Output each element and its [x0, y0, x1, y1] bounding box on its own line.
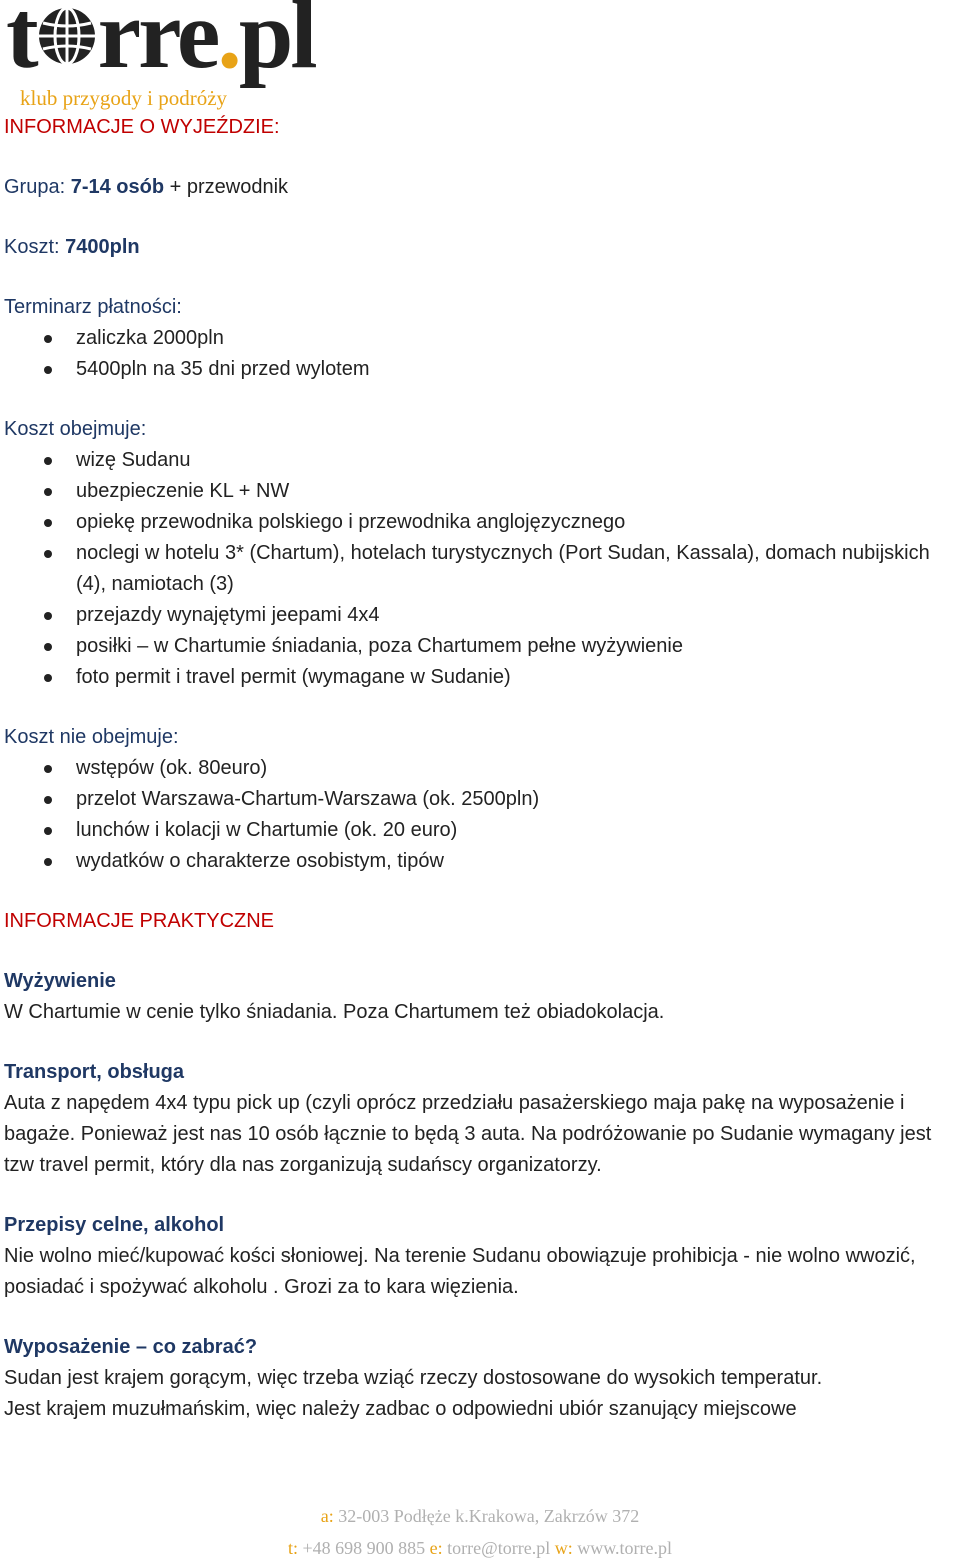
group-size: 7-14 osób: [70, 176, 165, 198]
list-item: opiekę przewodnika polskiego i przewodnika anglojęzycznego: [76, 507, 956, 538]
logo-tagline: klub przygody i podróży: [20, 86, 228, 110]
list-item: wizę Sudanu: [76, 445, 956, 476]
list-item: foto permit i travel permit (wymagane w Sudanie): [76, 662, 956, 693]
list-item: noclegi w hotelu 3* (Chartum), hotelach turystycznych (Port Sudan, Kassala), domach nubijskich (4), namiotach (3): [76, 538, 956, 600]
list-item: lunchów i kolacji w Chartumie (ok. 20 euro): [76, 815, 956, 846]
logo: [6, 0, 346, 112]
list-item: ubezpieczenie KL + NW: [76, 476, 956, 507]
list-item: posiłki – w Chartumie śniadania, poza Chartumem pełne wyżywienie: [76, 631, 956, 662]
equipment-line: Jest krajem muzułmańskim, więc należy zadbac o odpowiedni ubiór szanujący miejscowe: [4, 1398, 797, 1420]
list-item: 5400pln na 35 dni przed wylotem: [76, 354, 956, 385]
group-line: Grupa: 7-14 osób + przewodnik: [4, 176, 289, 198]
transport-title: Transport, obsługa: [4, 1061, 185, 1083]
logo-tld: pl: [238, 0, 315, 89]
excludes-title: Koszt nie obejmuje:: [4, 726, 179, 748]
food-title: Wyżywienie: [4, 970, 116, 992]
equipment-title: Wyposażenie – co zabrać?: [4, 1336, 258, 1358]
list-item: wstępów (ok. 80euro): [76, 753, 956, 784]
footer-contacts: t: +48 698 900 885 e: torre@torre.pl w: www.torre.pl: [287, 1538, 673, 1558]
list-item: przelot Warszawa-Chartum-Warszawa (ok. 2500pln): [76, 784, 956, 815]
customs-title: Przepisy celne, alkohol: [4, 1214, 225, 1236]
transport-text: Auta z napędem 4x4 typu pick up (czyli oprócz przedziału pasażerskiego maja pakę na wyposażenie i bagaże. Ponieważ jest nas 10 osób łącznie to będą 3 auta. Na podróżowanie po Sudanie wymagany jest tzw travel permit, który dla nas zorganizują sudańscy organizatorzy.: [4, 1092, 932, 1176]
practical-title: INFORMACJE PRAKTYCZNE: [4, 910, 275, 932]
logo-letter-t: t: [6, 0, 36, 89]
list-item: wydatków o charakterze osobistym, tipów: [76, 846, 956, 877]
globe-icon: [36, 5, 98, 67]
document-body: [4, 112, 956, 1425]
customs-text: Nie wolno mieć/kupować kości słoniowej. Na terenie Sudanu obowiązuje prohibicja - nie wolno wwozić, posiadać i spożywać alkoholu . Grozi za to kara więzienia.: [4, 1245, 916, 1298]
logo-letters-rre: rre: [97, 0, 218, 89]
footer: [0, 1500, 960, 1564]
food-text: W Chartumie w cenie tylko śniadania. Poza Chartumem też obiadokolacja.: [4, 1001, 665, 1023]
excludes-list: [4, 753, 956, 877]
payment-title: Terminarz płatności:: [4, 296, 182, 318]
cost-line: Koszt: 7400pln: [4, 236, 140, 258]
footer-email: torre@torre.pl: [442, 1538, 555, 1558]
payment-list: [4, 323, 956, 385]
footer-address: a: 32-003 Podłęże k.Krakowa, Zakrzów 372: [320, 1506, 640, 1526]
logo-dot: .: [217, 0, 239, 89]
includes-title: Koszt obejmuje:: [4, 418, 147, 440]
logo-wordmark: [6, 0, 315, 89]
footer-website: www.torre.pl: [572, 1538, 673, 1558]
footer-phone: +48 698 900 885: [298, 1538, 430, 1558]
list-item: zaliczka 2000pln: [76, 323, 956, 354]
info-title: INFORMACJE O WYJEŹDZIE:: [4, 116, 280, 138]
equipment-line: Sudan jest krajem gorącym, więc trzeba wziąć rzeczy dostosowane do wysokich temperatur.: [4, 1367, 823, 1389]
list-item: przejazdy wynajętymi jeepami 4x4: [76, 600, 956, 631]
cost-value: 7400pln: [65, 236, 140, 258]
includes-list: [4, 445, 956, 693]
